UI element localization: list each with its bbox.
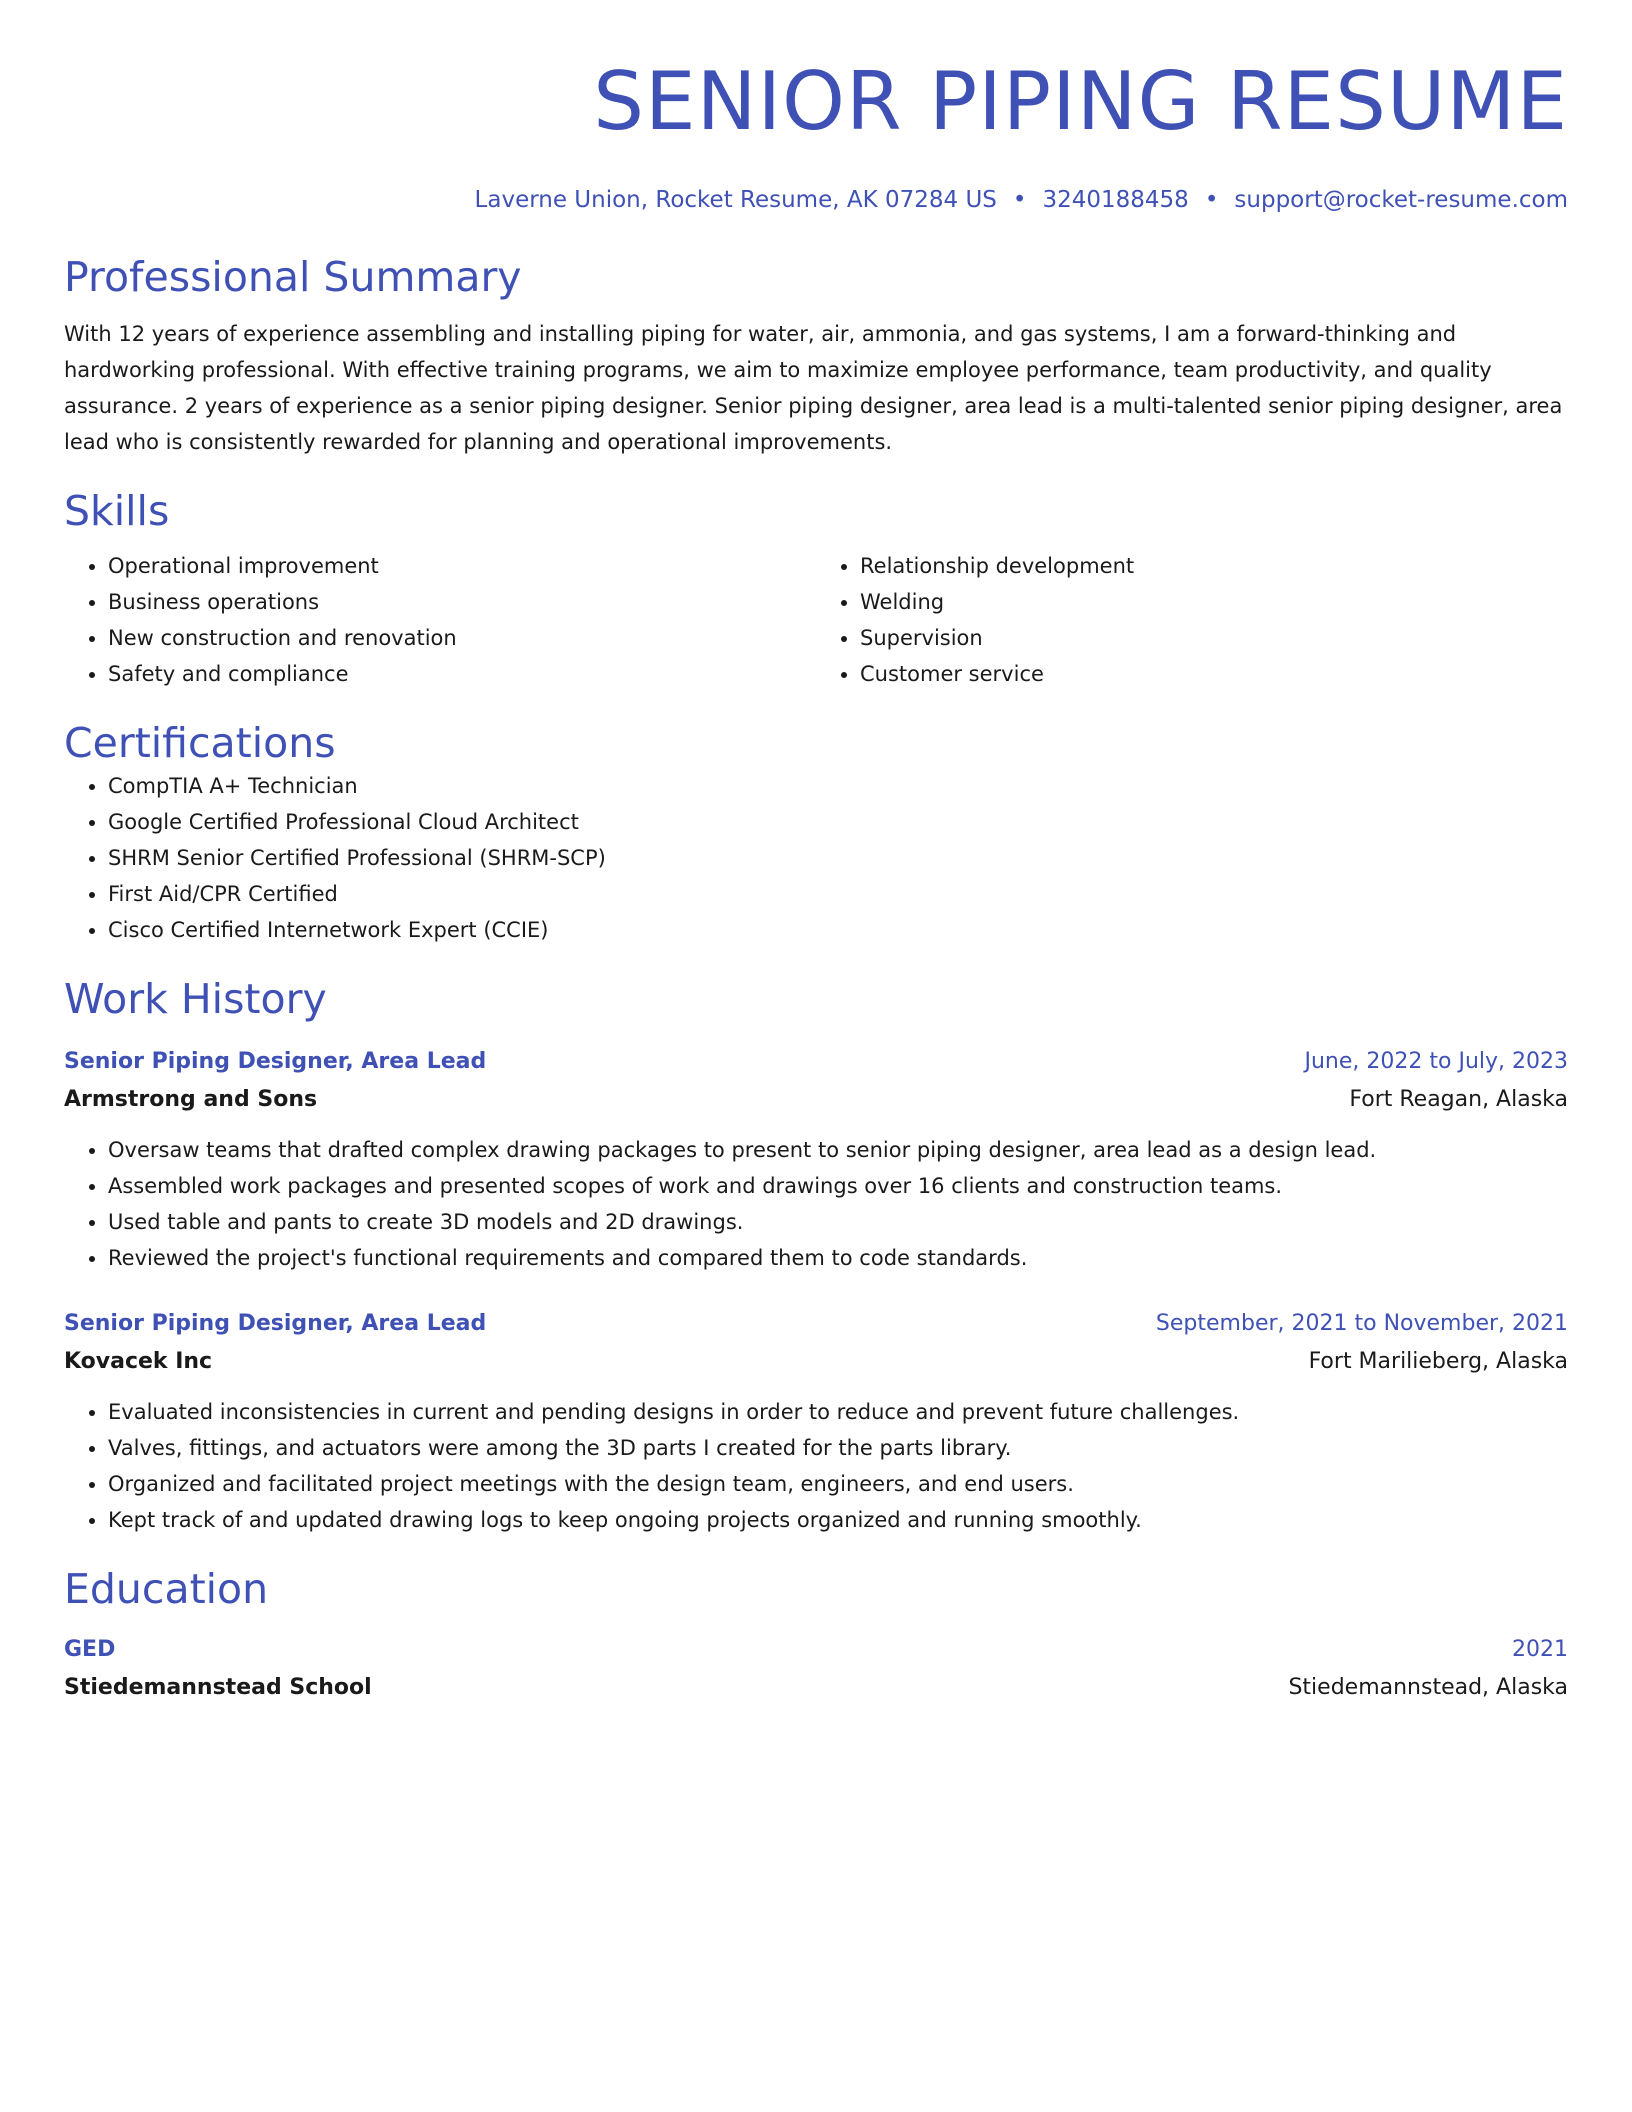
contact-separator: •	[1204, 187, 1219, 213]
job-company: Kovacek Inc	[64, 1349, 213, 1374]
summary-heading: Professional Summary	[64, 253, 522, 301]
job-role: Senior Piping Designer, Area Lead	[64, 1049, 487, 1074]
education-entry	[64, 1632, 1568, 1708]
job-entry	[64, 1044, 1568, 1276]
job-bullet: • Valves, fittings, and actuators were among the 3D parts I created for the parts library.	[108, 1430, 1568, 1466]
job-company: Armstrong and Sons	[64, 1087, 318, 1112]
job-bullet: • Organized and facilitated project meetings with the design team, engineers, and end users.	[108, 1466, 1568, 1502]
skill-item: • New construction and renovation	[108, 620, 816, 656]
resume-header	[64, 52, 1568, 214]
job-location: Fort Reagan, Alaska	[1349, 1087, 1568, 1112]
skill-item: • Welding	[860, 584, 1568, 620]
skill-item: • Relationship development	[860, 548, 1568, 584]
skills-list-right	[816, 548, 1568, 692]
job-entry	[64, 1306, 1568, 1538]
education-school-row	[64, 1668, 1568, 1708]
job-bullet: • Oversaw teams that drafted complex drawing packages to present to senior piping designer, area lead as a design lead.	[108, 1132, 1568, 1168]
job-location: Fort Marilieberg, Alaska	[1308, 1349, 1568, 1374]
education-heading: Education	[64, 1565, 269, 1613]
contact-email: support@rocket-resume.com	[1234, 187, 1568, 213]
skill-item: • Operational improvement	[108, 548, 816, 584]
education-school: Stiedemannstead School	[64, 1675, 372, 1700]
job-dates: September, 2021 to November, 2021	[1155, 1311, 1568, 1336]
job-bullet: • Reviewed the project's functional requirements and compared them to code standards.	[108, 1240, 1568, 1276]
job-company-row	[64, 1342, 1568, 1382]
education-degree-row	[64, 1632, 1568, 1668]
job-bullet: • Used table and pants to create 3D models and 2D drawings.	[108, 1204, 1568, 1240]
education-degree: GED	[64, 1637, 116, 1662]
contact-address: Laverne Union, Rocket Resume, AK 07284 US	[474, 187, 997, 213]
contact-separator: •	[1012, 187, 1027, 213]
certification-item: • Google Certified Professional Cloud Architect	[108, 804, 1568, 840]
job-title-row	[64, 1306, 1568, 1342]
certification-item: • SHRM Senior Certified Professional (SHRM-SCP)	[108, 840, 1568, 876]
skills-heading: Skills	[64, 487, 170, 535]
skills-grid	[64, 548, 1568, 692]
skills-list-left	[64, 548, 816, 692]
skill-item: • Business operations	[108, 584, 816, 620]
job-company-row	[64, 1080, 1568, 1120]
job-bullets	[64, 1394, 1568, 1538]
certifications-list	[64, 768, 1568, 948]
job-bullet: • Evaluated inconsistencies in current and pending designs in order to reduce and prevent future challenges.	[108, 1394, 1568, 1430]
skill-item: • Customer service	[860, 656, 1568, 692]
skill-item: • Supervision	[860, 620, 1568, 656]
work-history-heading: Work History	[64, 975, 327, 1023]
education-year: 2021	[1512, 1637, 1568, 1662]
job-role: Senior Piping Designer, Area Lead	[64, 1311, 487, 1336]
certification-item: • First Aid/CPR Certified	[108, 876, 1568, 912]
certification-item: • CompTIA A+ Technician	[108, 768, 1568, 804]
job-bullets	[64, 1132, 1568, 1276]
job-bullet: • Assembled work packages and presented scopes of work and drawings over 16 clients and construction teams.	[108, 1168, 1568, 1204]
contact-phone: 3240188458	[1042, 187, 1189, 213]
job-dates: June, 2022 to July, 2023	[1304, 1049, 1568, 1074]
certifications-heading: Certifications	[64, 719, 336, 767]
certification-item: • Cisco Certified Internetwork Expert (CCIE)	[108, 912, 1568, 948]
contact-line	[64, 186, 1568, 214]
skill-item: • Safety and compliance	[108, 656, 816, 692]
summary-text: With 12 years of experience assembling and installing piping for water, air, ammonia, and gas systems, I am a forward-thinking and hardworking professional. With effective training programs, we aim to maximize employee performance, team productivity, and quality assurance. 2 years of experience as a senior piping designer. Senior piping designer, area lead is a multi-talented senior piping designer, area lead who is consistently rewarded for planning and operational improvements.	[64, 322, 1563, 454]
job-title-row	[64, 1044, 1568, 1080]
job-bullet: • Kept track of and updated drawing logs to keep ongoing projects organized and running smoothly.	[108, 1502, 1568, 1538]
education-location: Stiedemannstead, Alaska	[1288, 1675, 1568, 1700]
resume-title: SENIOR PIPING RESUME	[593, 55, 1568, 148]
